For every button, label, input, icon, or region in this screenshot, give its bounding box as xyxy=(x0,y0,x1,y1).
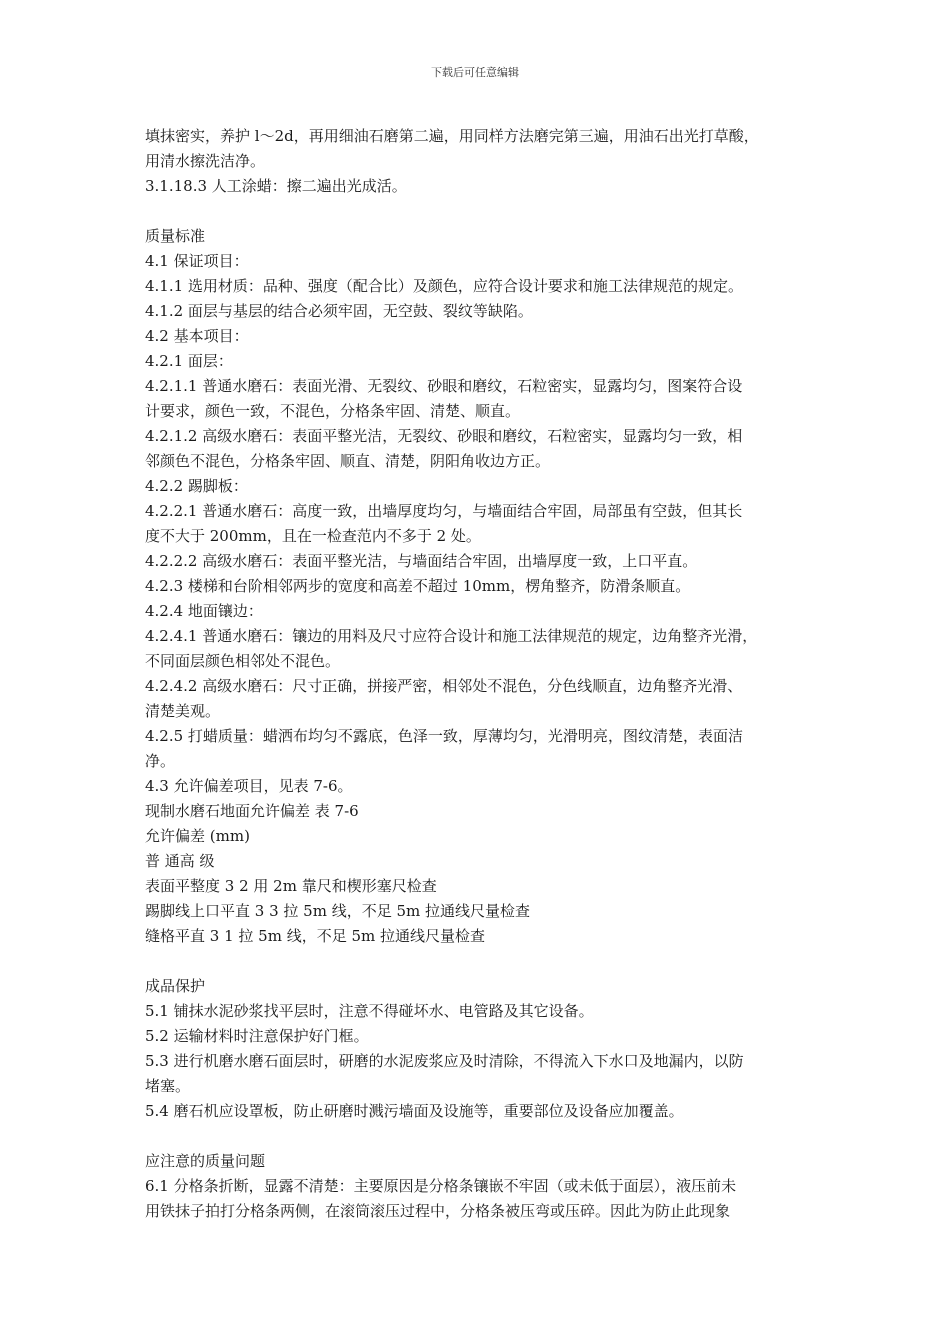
text-line: 4.2.1 面层： xyxy=(145,352,233,370)
text-line: 4.1.2 面层与基层的结合必须牢固，无空鼓、裂纹等缺陷。 xyxy=(145,302,533,320)
text-line: 4.2.2 踢脚板： xyxy=(145,477,248,495)
text-line: 4.2.1.1 普通水磨石：表面光滑、无裂纹、砂眼和磨纹，石粒密实，显露均匀，图案符合设 xyxy=(145,377,743,395)
document-body xyxy=(145,124,821,1224)
text-line: 4.1 保证项目： xyxy=(145,252,249,270)
text-line: 4.2.1.2 高级水磨石：表面平整光洁，无裂纹、砂眼和磨纹，石粒密实，显露均匀一致，相 xyxy=(145,427,743,445)
text-line: 度不大于 200mm，且在一检查范内不多于 2 处。 xyxy=(145,527,481,545)
text-line: 4.2.4.1 普通水磨石：镶边的用料及尺寸应符合设计和施工法律规范的规定，边角整齐光滑， xyxy=(145,627,758,645)
text-line: 4.2.2.2 高级水磨石：表面平整光洁，与墙面结合牢固，出墙厚度一致，上口平直。 xyxy=(145,552,698,570)
text-line: 普 通高 级 xyxy=(145,852,215,870)
text-line: 质量标准 xyxy=(145,227,206,245)
text-line: 净。 xyxy=(145,752,176,770)
text-line: 堵塞。 xyxy=(145,1077,191,1095)
text-line: 计要求，颜色一致，不混色，分格条牢固、清楚、顺直。 xyxy=(145,402,521,420)
text-line: 成品保护 xyxy=(145,977,206,995)
text-line: 表面平整度 3 2 用 2m 靠尺和楔形塞尺检查 xyxy=(145,877,437,895)
text-line: 允许偏差 (mm) xyxy=(145,827,250,845)
text-line: 4.2 基本项目： xyxy=(145,327,249,345)
text-line: 5.2 运输材料时注意保护好门框。 xyxy=(145,1027,369,1045)
text-line: 邻颜色不混色，分格条牢固、顺直、清楚，阴阳角收边方正。 xyxy=(145,452,551,470)
text-line: 清楚美观。 xyxy=(145,702,221,720)
blank-line xyxy=(145,1124,821,1149)
text-line: 5.4 磨石机应设罩板，防止研磨时溅污墙面及设施等，重要部位及设备应加覆盖。 xyxy=(145,1102,684,1120)
text-line: 用清水擦洗洁净。 xyxy=(145,152,266,170)
text-line: 用铁抹子拍打分格条两侧，在滚筒滚压过程中，分格条被压弯或压碎。因此为防止此现象 xyxy=(145,1202,731,1220)
text-line: 4.2.3 楼梯和台阶相邻两步的宽度和高差不超过 10mm，楞角整齐，防滑条顺直。 xyxy=(145,577,691,595)
page-header: 下载后可任意编辑 xyxy=(431,66,519,79)
blank-line xyxy=(145,949,821,974)
text-line: 应注意的质量问题 xyxy=(145,1152,266,1170)
text-line: 踢脚线上口平直 3 3 拉 5m 线，不足 5m 拉通线尺量检查 xyxy=(145,902,530,920)
text-line: 填抹密实，养护 l～2d，再用细油石磨第二遍，用同样方法磨完第三遍，用油石出光打草酸， xyxy=(145,127,759,145)
text-line: 4.2.5 打蜡质量：蜡洒布均匀不露底，色泽一致，厚薄均匀，光滑明亮，图纹清楚，表面洁 xyxy=(145,727,743,745)
text-line: 3.1.18.3 人工涂蜡：擦二遍出光成活。 xyxy=(145,177,407,195)
text-line: 5.3 进行机磨水磨石面层时，研磨的水泥废浆应及时清除，不得流入下水口及地漏内，以防 xyxy=(145,1052,744,1070)
blank-line xyxy=(145,199,821,224)
text-line: 4.2.4 地面镶边： xyxy=(145,602,263,620)
text-line: 缝格平直 3 1 拉 5m 线，不足 5m 拉通线尺量检查 xyxy=(145,927,485,945)
text-line: 6.1 分格条折断，显露不清楚：主要原因是分格条镶嵌不牢固（或未低于面层），液压前未 xyxy=(145,1177,737,1195)
text-line: 4.3 允许偏差项目，见表 7-6。 xyxy=(145,777,353,795)
text-line: 4.2.2.1 普通水磨石：高度一致，出墙厚度均匀，与墙面结合牢固，局部虽有空鼓，但其长 xyxy=(145,502,743,520)
text-line: 不同面层颜色相邻处不混色。 xyxy=(145,652,341,670)
text-line: 现制水磨石地面允许偏差 表 7-6 xyxy=(145,802,359,820)
text-line: 4.2.4.2 高级水磨石：尺寸正确，拼接严密，相邻处不混色，分色线顺直，边角整齐光滑、 xyxy=(145,677,743,695)
text-line: 4.1.1 选用材质：品种、强度（配合比）及颜色，应符合设计要求和施工法律规范的规定。 xyxy=(145,277,743,295)
text-line: 5.1 铺抹水泥砂浆找平层时，注意不得碰坏水、电管路及其它设备。 xyxy=(145,1002,594,1020)
